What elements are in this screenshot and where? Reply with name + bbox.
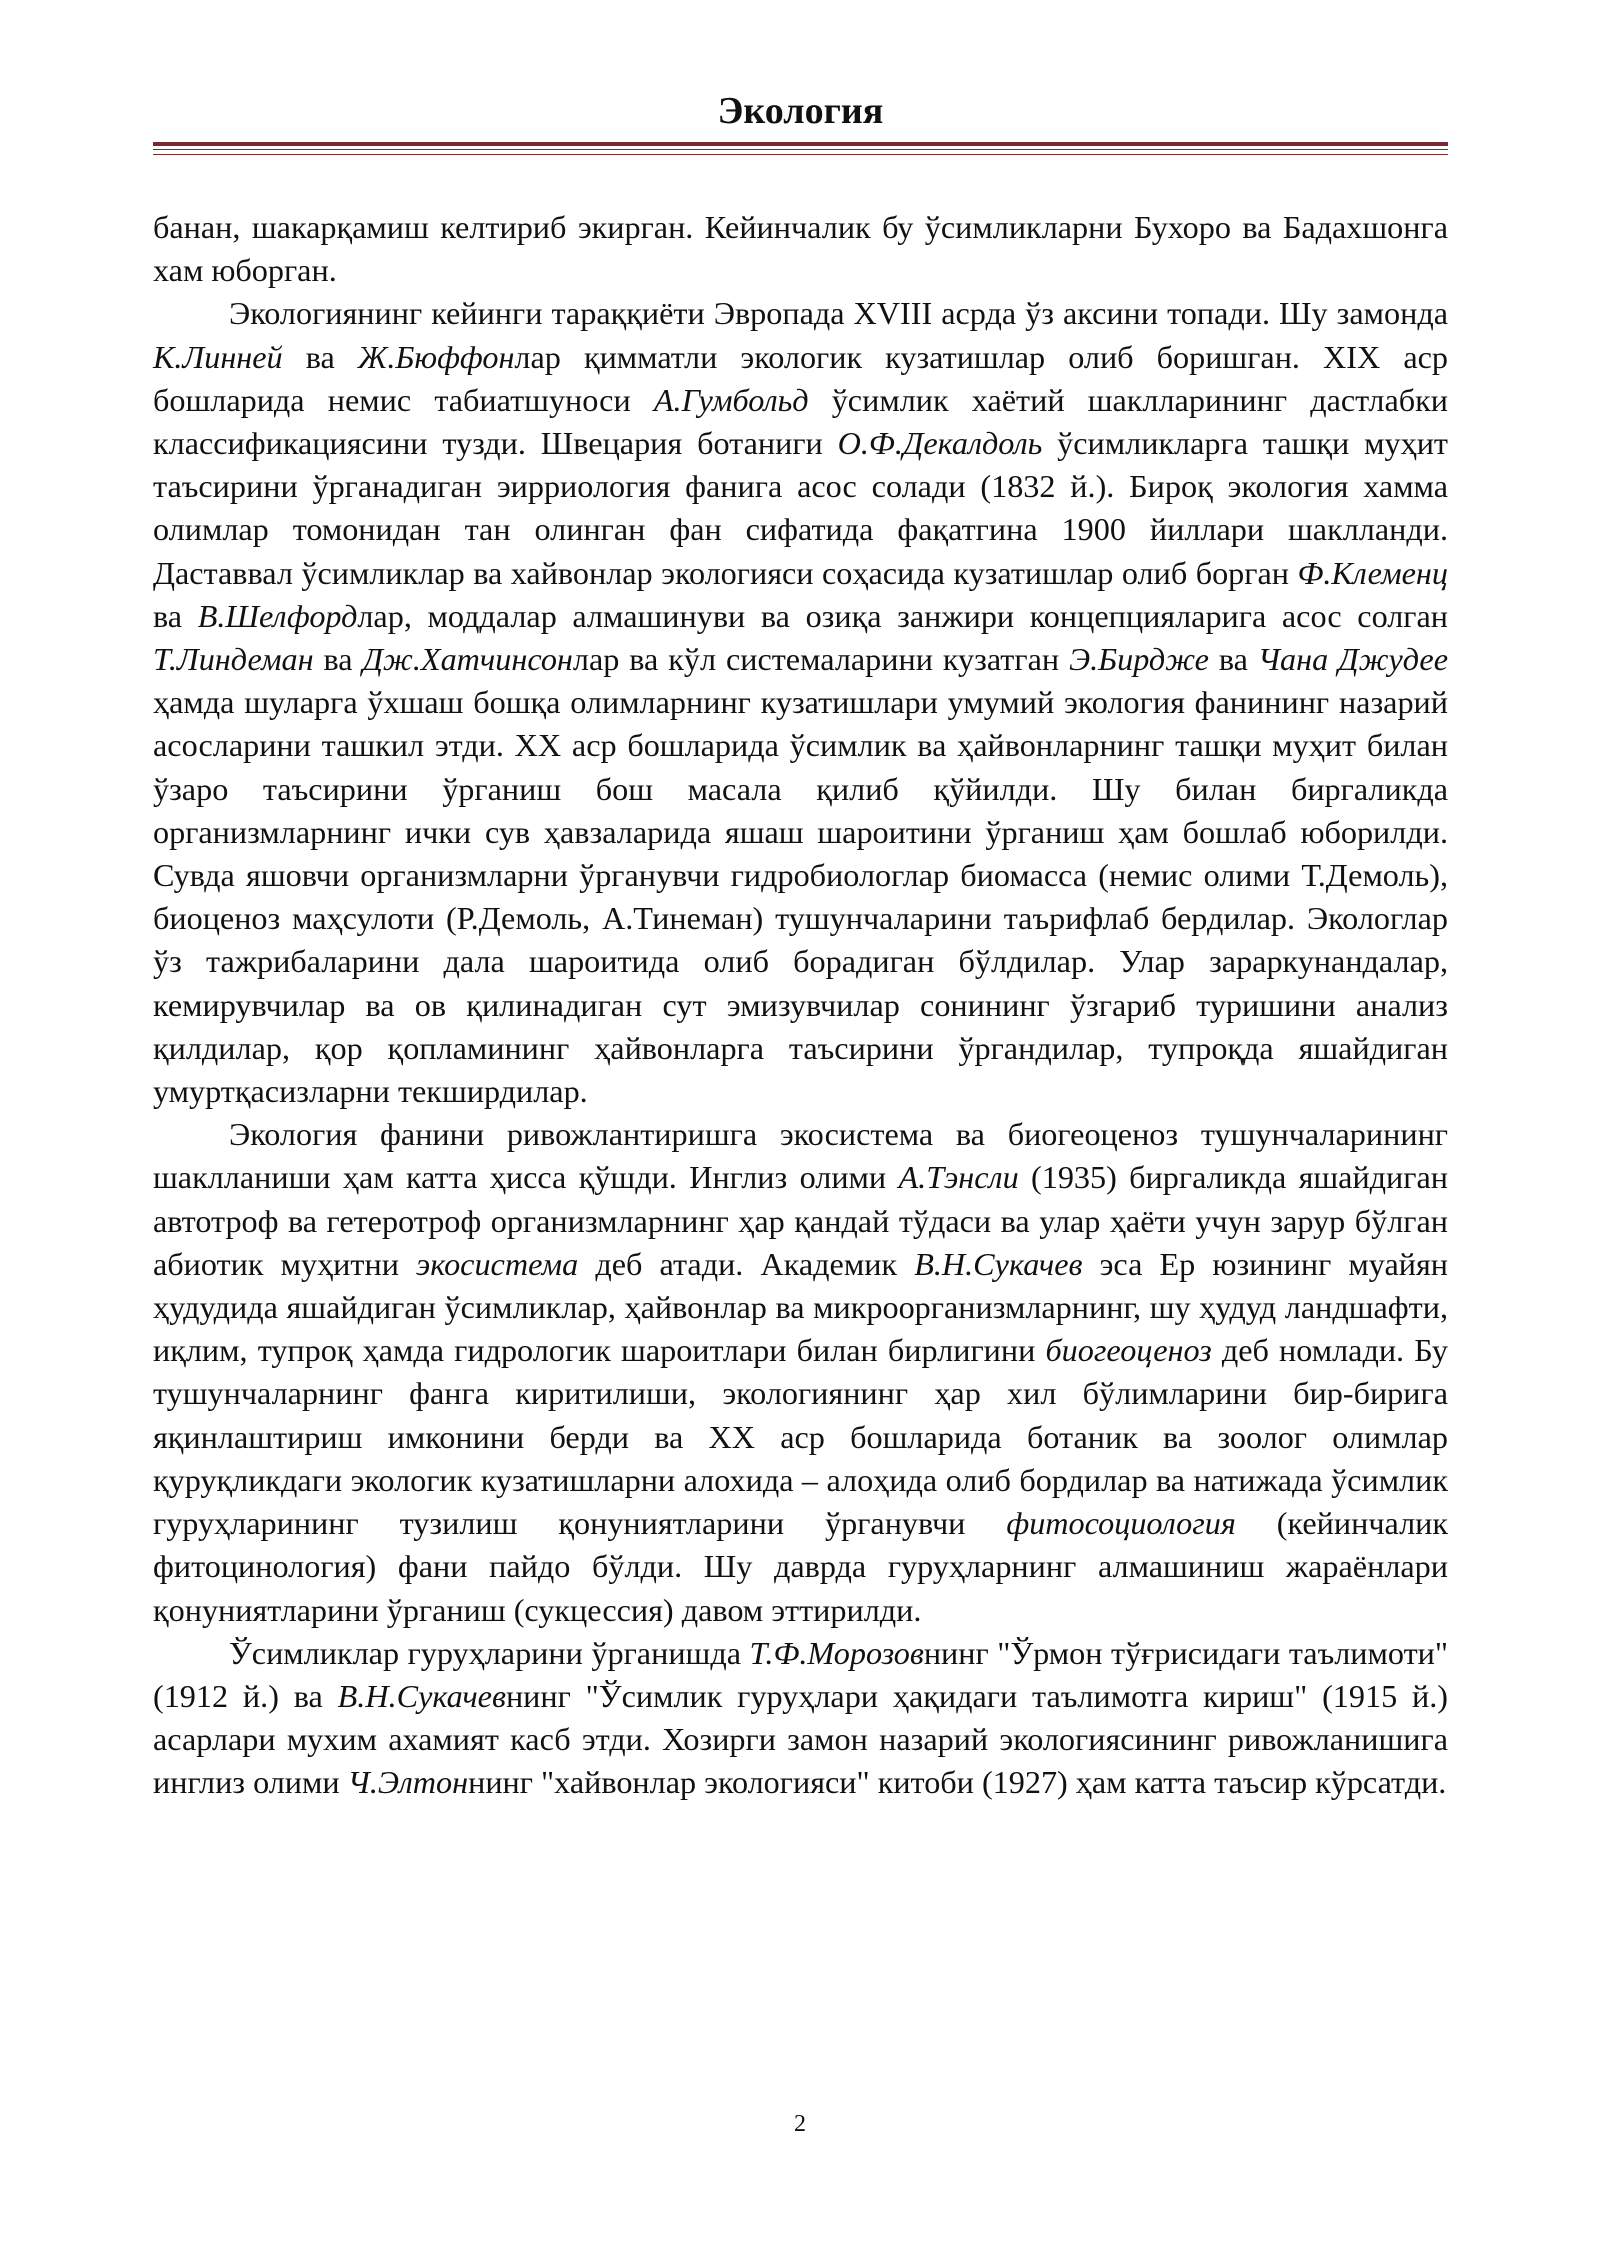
italic-name: Ч.Элтон bbox=[347, 1764, 469, 1801]
text-run: лар ва кўл системаларини кузатган bbox=[572, 641, 1069, 678]
header-rule-thin bbox=[153, 149, 1448, 150]
paragraph bbox=[153, 1632, 1448, 1805]
paragraph bbox=[153, 1113, 1448, 1631]
text-run: ўсимликларга ташқи муҳит таъсирини ўрганадиган эирриология фанига асос солади (1832 й.). Бироқ экология хамма олимлар томонидан тан олинган фан сифатида фақатгина 1900 йиллари шаклланди. Даставвал ўсимликлар ва хайвонлар экологияси соҳасида кузатишлар олиб борган bbox=[153, 425, 1448, 591]
text-run: ўсимлик хаётий шаклларининг дастлабки классификациясини тузди. Швецария ботаниги bbox=[153, 381, 1448, 462]
text-run: Ўсимликлар гуруҳларини ўрганишда bbox=[229, 1634, 750, 1671]
text-run: Экология фанини ривожлантиришга экосистема ва биогеоценоз тушунчаларининг шаклланиши ҳам катта ҳисса қўшди. Инглиз олими bbox=[153, 1116, 1448, 1196]
text-run: лар қимматли экологик кузатишлар олиб боришган. ХIХ аср бошларида немис табиатшуноси bbox=[153, 338, 1448, 418]
italic-name: фитосоциология bbox=[1006, 1505, 1236, 1542]
text-run: нинг "Ўсимлик гуруҳлари ҳақидаги таълимотга кириш" (1915 й.) асарлари мухим ахамият касб этди. Хозирги замон назарий экологиясининг ривожланишига инглиз олими bbox=[153, 1677, 1448, 1801]
text-run: (кейинчалик фитоцинология) фани пайдо бўлди. Шу даврда гуруҳларнинг алмашиниш жараёнлари қонуниятларини ўрганиш (сукцессия) давом эттирилди. bbox=[153, 1505, 1449, 1628]
text-run: деб номлади. Бу тушунчаларнинг фанга киритилиши, экологиянинг ҳар хил бўлимларини бир-бирига яқинлаштириш имконини берди ва ХХ аср бошларида ботаник ва зоолог олимлар қуруқликдаги экологик кузатишларни алохида – алоҳида олиб бордилар ва натижада ўсимлик гуруҳларининг тузилиш қонуниятларини ўрганувчи bbox=[153, 1332, 1448, 1542]
italic-name: Ж.Бюффон bbox=[357, 338, 515, 375]
italic-name: биогеоценоз bbox=[1045, 1332, 1212, 1369]
italic-name: Чана Джудее bbox=[1257, 641, 1448, 678]
text-run: Экологиянинг кейинги тараққиёти Эвропада XVIII асрда ўз аксини топади. Шу замонда bbox=[229, 295, 1448, 332]
text-run: лар, моддалар алмашинуви ва озиқа занжири концепцияларига асос солган bbox=[357, 597, 1449, 634]
paragraph bbox=[153, 206, 1448, 292]
italic-name: В.Н.Сукачев bbox=[337, 1677, 506, 1714]
italic-name: В.Н.Сукачев bbox=[914, 1245, 1083, 1282]
text-run: нинг "хайвонлар экологияси" китоби (1927) ҳам катта таъсир кўрсатди. bbox=[468, 1764, 1447, 1801]
text-run: эса Ер юзининг муайян ҳудудида яшайдиган ўсимликлар, ҳайвонлар ва микроорганизмларнинг, шу ҳудуд ландшафти, иқлим, тупроқ ҳамда гидрологик шароитлари билан бирлигини bbox=[153, 1245, 1448, 1369]
italic-name: Ф.Клеменц bbox=[1297, 554, 1448, 591]
paragraph bbox=[153, 292, 1448, 1113]
body-text bbox=[153, 206, 1448, 1805]
text-run: ва bbox=[153, 597, 198, 634]
italic-name: А.Тэнсли bbox=[898, 1159, 1019, 1196]
text-run: ва bbox=[1208, 641, 1258, 678]
italic-name: экосистема bbox=[416, 1245, 579, 1282]
header-rule-hairline bbox=[153, 154, 1448, 155]
text-run: ҳамда шуларга ўхшаш бошқа олимларнинг кузатишлари умумий экология фанининг назарий асосларини ташкил этди. ХХ аср бошларида ўсимлик ва ҳайвонларнинг ташқи муҳит билан ўзаро таъсирини ўрганиш бош масала қилиб қўйилди. Шу билан биргаликда организмларнинг ички сув ҳавзаларида яшаш шароитини ўрганиш ҳам бошлаб юборилди. Сувда яшовчи организмларни ўрганувчи гидробиологлар биомасса (немис олими Т.Демоль), биоценоз маҳсулоти (Р.Демоль, А.Тинеман) тушунчаларини таърифлаб бердилар. Экологлар ўз тажрибаларини дала шароитида олиб борадиган бўлдилар. Улар зараркунандалар, кемирувчилар ва ов қилинадиган сут эмизувчилар сонининг ўзгариб туришини анализ қилдилар, қор қопламининг ҳайвонларга таъсирини ўргандилар, тупроқда яшайдиган умуртқасизларни текширдилар. bbox=[153, 684, 1448, 1110]
text-run: банан, шакарқамиш келтириб экирган. Кейинчалик бу ўсимликларни Бухоро ва Бадахшонга хам юборган. bbox=[153, 209, 1448, 289]
italic-name: К.Линней bbox=[153, 338, 283, 375]
italic-name: А.Гумбольд bbox=[653, 381, 809, 418]
text-run: ва bbox=[313, 641, 363, 678]
italic-name: Т.Ф.Морозов bbox=[749, 1634, 924, 1671]
italic-name: В.Шелфорд bbox=[197, 597, 358, 634]
italic-name: О.Ф.Декалдоль bbox=[837, 425, 1043, 462]
header-rule-thick bbox=[153, 142, 1448, 146]
text-run: ва bbox=[282, 338, 358, 375]
italic-name: Э.Бирдже bbox=[1069, 641, 1209, 678]
text-run: (1935) биргаликда яшайдиган автотроф ва гетеротроф организмларнинг ҳар қандай тўдаси ва улар ҳаёти учун зарур бўлган абиотик муҳитни bbox=[153, 1159, 1448, 1282]
page-number: 2 bbox=[794, 2111, 806, 2137]
italic-name: Т.Линдеман bbox=[153, 641, 314, 678]
italic-name: Дж.Хатчинсон bbox=[362, 641, 573, 678]
text-run: деб атади. Академик bbox=[578, 1245, 915, 1282]
text-run: нинг "Ўрмон тўғрисидаги таълимоти" (1912 й.) ва bbox=[153, 1634, 1448, 1714]
page-header-title: Экология bbox=[717, 90, 884, 132]
